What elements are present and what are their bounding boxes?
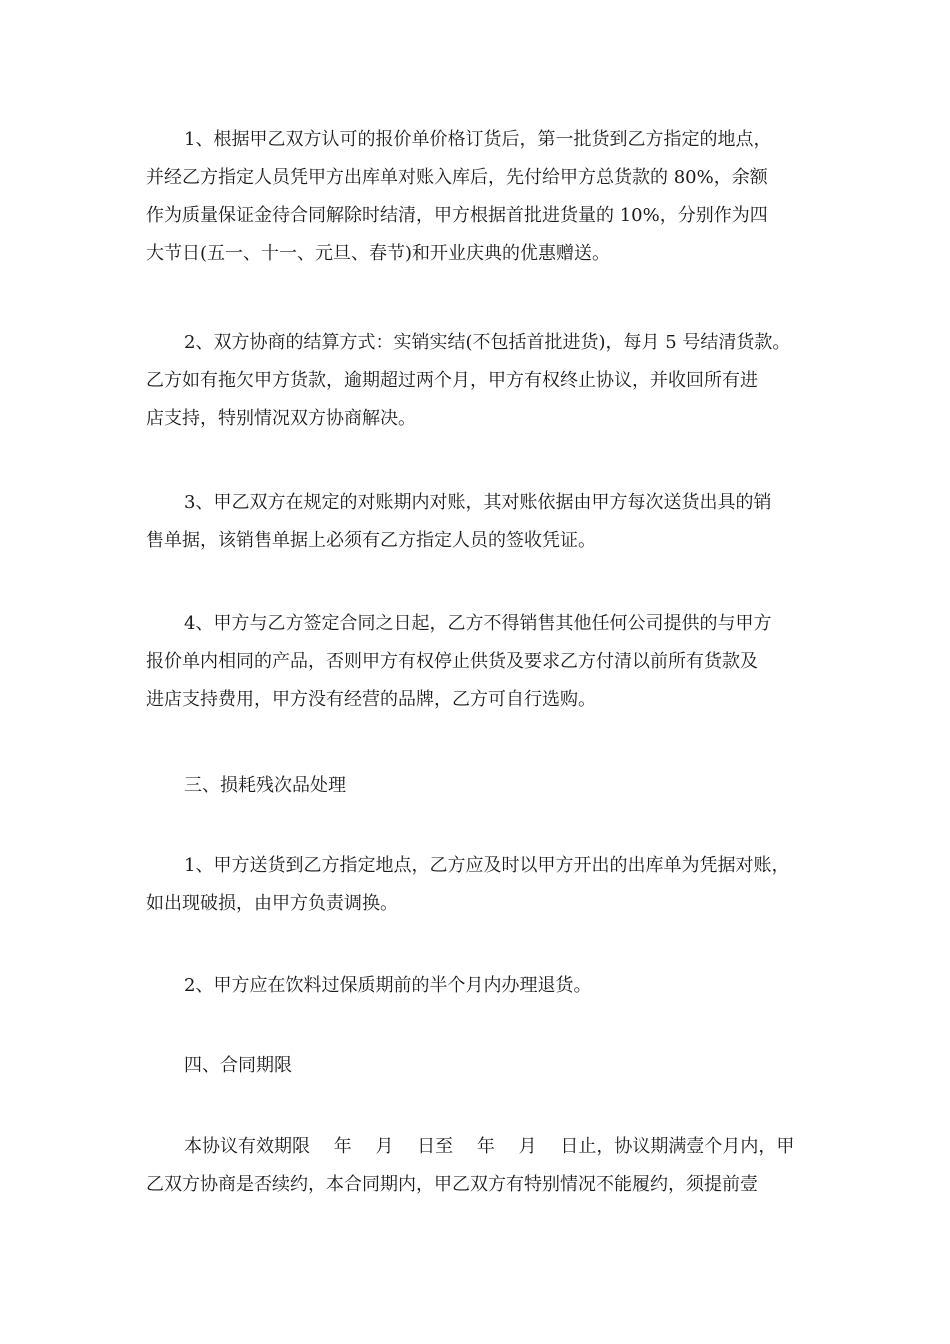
text-line: 1、甲方送货到乙方指定地点，乙方应及时以甲方开出的出库单为凭据对账， xyxy=(184,855,790,876)
text-line: 作为质量保证金待合同解除时结清，甲方根据首批进货量的 10%，分别作为四 xyxy=(146,205,768,226)
text-line: 乙方如有拖欠甲方货款，逾期超过两个月，甲方有权终止协议，并收回所有进 xyxy=(146,370,758,391)
section-heading: 三、损耗残次品处理 xyxy=(184,775,346,796)
text-line: 1、根据甲乙双方认可的报价单价格订货后，第一批货到乙方指定的地点， xyxy=(184,129,772,150)
text-line: 报价单内相同的产品，否则甲方有权停止供货及要求乙方付清以前所有货款及 xyxy=(146,651,758,672)
paragraph-return-policy xyxy=(146,967,826,1005)
section-heading-contract-term xyxy=(146,1047,826,1085)
text-line: 并经乙方指定人员凭甲方出库单对账入库后，先付给甲方总货款的 80%，余额 xyxy=(146,167,768,188)
text-line: 4、甲方与乙方签定合同之日起，乙方不得销售其他任何公司提供的与甲方 xyxy=(184,613,772,634)
text-line: 售单据，该销售单据上必须有乙方指定人员的签收凭证。 xyxy=(146,530,596,551)
paragraph-exclusivity xyxy=(146,605,826,719)
paragraph-damage-replacement xyxy=(146,847,826,923)
text-line: 大节日(五一、十一、元旦、春节)和开业庆典的优惠赠送。 xyxy=(146,243,611,264)
paragraph-validity-period xyxy=(146,1128,826,1204)
text-line: 店支持，特别情况双方协商解决。 xyxy=(146,408,416,429)
paragraph-payment-terms xyxy=(146,121,826,273)
text-line: 进店支持费用，甲方没有经营的品牌，乙方可自行选购。 xyxy=(146,689,596,710)
text-line: 如出现破损，由甲方负责调换。 xyxy=(146,893,398,914)
text-line: 3、甲乙双方在规定的对账期内对账，其对账依据由甲方每次送货出具的销 xyxy=(184,492,772,513)
paragraph-settlement-method xyxy=(146,324,826,438)
text-line: 2、甲方应在饮料过保质期前的半个月内办理退货。 xyxy=(184,975,592,996)
text-line: 乙双方协商是否续约，本合同期内，甲乙双方有特别情况不能履约，须提前壹 xyxy=(146,1174,758,1195)
paragraph-reconciliation xyxy=(146,484,826,560)
section-heading: 四、合同期限 xyxy=(184,1055,292,1076)
text-line: 2、双方协商的结算方式：实销实结(不包括首批进货)，每月 5 号结清货款。 xyxy=(184,332,791,353)
text-line: 本协议有效期限 年 月 日至 年 月 日止，协议期满壹个月内，甲 xyxy=(184,1136,795,1157)
section-heading-damaged-goods xyxy=(146,767,826,805)
